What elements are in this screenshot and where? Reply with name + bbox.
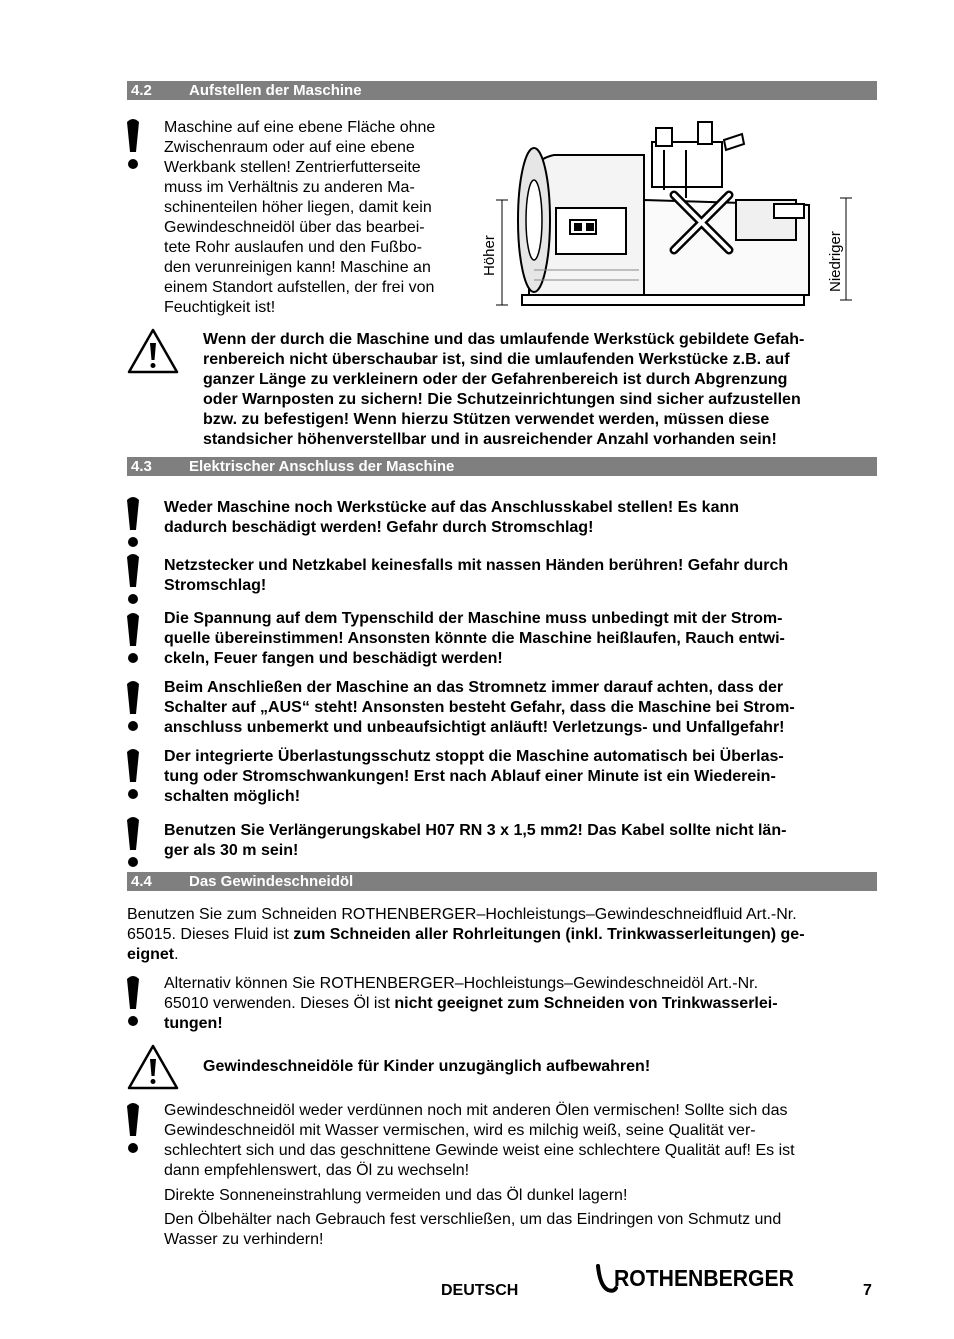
section-title: Aufstellen der Maschine	[189, 82, 362, 99]
exclamation-icon	[124, 973, 142, 1029]
brand-logo	[594, 1262, 834, 1296]
label-higher: Höher	[481, 235, 498, 276]
exclamation-icon	[124, 814, 142, 870]
wet-hands-warning: Netzstecker und Netzkabel keinesfalls mit nassen Händen berühren! Gefahr durch Stromschlag!	[164, 557, 789, 594]
footer-language: DEUTSCH	[441, 1282, 519, 1299]
oil-mixing-note: Gewindeschneidöl weder verdünnen noch mit anderen Ölen vermischen! Sollte sich das Gewindeschneidöl mit Wasser vermischen, wird es milchig weiß, seine Qualität ver- schlechtert sich und das geschnittene Gewinde weist eine schlechtere Qualität auf! Es ist dann empfehlenswert, das Öl zu wechseln!	[164, 1102, 795, 1179]
section-header-4-3	[127, 457, 877, 476]
section-number: 4.3	[131, 458, 152, 475]
label-lower: Niedriger	[827, 231, 844, 292]
fluid-intro: Benutzen Sie zum Schneiden ROTHENBERGER–Hochleistungs–Gewindeschneidfluid Art.-Nr. 65015. Dieses Fluid ist zum Schneiden aller Rohrleitungen (inkl. Trinkwasserleitungen) ge- eignet.	[127, 906, 805, 963]
exclamation-icon	[124, 494, 142, 550]
warning-triangle-icon	[126, 327, 180, 375]
children-warning: Gewindeschneidöle für Kinder unzugänglich aufbewahren!	[203, 1058, 651, 1075]
cable-warning: Weder Maschine noch Werkstücke auf das Anschlusskabel stellen! Es kann dadurch beschädigt werden! Gefahr durch Stromschlag!	[164, 499, 740, 536]
voltage-warning: Die Spannung auf dem Typenschild der Maschine muss unbedingt mit der Strom- quelle übereinstimmen! Ansonsten könnte die Maschine heißlaufen, Rauch entwi- ckeln, Feuer fangen und beschädigt werden!	[164, 610, 785, 667]
page-number: 7	[863, 1282, 872, 1299]
danger-zone-warning: Wenn der durch die Maschine und das umlaufende Werkstück gebildete Gefah- renbereich nicht überschaubar ist, sind die umlaufenden Werkstücke z.B. auf ganzer Länge zu verkleinern oder der Gefahrenbereich ist durch Abgrenzung oder Warnposten zu sichern! Die Schutzeinrichtungen sind sicher aufzustellen bzw. zu befestigen! Wenn hierzu Stützen verwendet werden, müssen diese standsicher höhenverstellbar und in ausreichender Anzahl vorhanden sein!	[203, 331, 805, 448]
exclamation-icon	[124, 746, 142, 802]
section-title: Das Gewindeschneidöl	[189, 873, 354, 890]
overload-protection-note: Der integrierte Überlastungsschutz stoppt die Maschine automatisch bei Überlas- tung oder Stromschwankungen! Erst nach Ablauf einer Minute ist ein Wiederein- schalten möglich!	[164, 748, 784, 805]
section-title: Elektrischer Anschluss der Maschine	[189, 458, 455, 475]
exclamation-icon	[124, 678, 142, 734]
storage-note: Direkte Sonneneinstrahlung vermeiden und das Öl dunkel lagern!	[164, 1187, 628, 1204]
brand-name: ROTHENBERGER	[614, 1265, 794, 1291]
container-note: Den Ölbehälter nach Gebrauch fest verschließen, um das Eindringen von Schmutz und Wasser zu verhindern!	[164, 1211, 782, 1248]
section-number: 4.2	[131, 82, 152, 99]
threading-machine-illustration	[474, 120, 874, 320]
exclamation-icon	[124, 551, 142, 607]
warning-triangle-icon	[126, 1043, 180, 1091]
exclamation-icon	[124, 1100, 142, 1156]
exclamation-icon	[124, 610, 142, 666]
switch-off-warning: Beim Anschließen der Maschine an das Stromnetz immer darauf achten, dass der Schalter auf „AUS“ steht! Ansonsten besteht Gefahr, dass die Maschine bei Strom- anschluss unbemerkt und unbeaufsichtigt anläuft! Verletzungs- und Unfallgefahr!	[164, 679, 795, 736]
oil-alternative: Alternativ können Sie ROTHENBERGER–Hochleistungs–Gewindeschneidöl Art.-Nr. 65010 verwenden. Dieses Öl ist nicht geeignet zum Schneiden von Trinkwasserlei- tungen!	[164, 975, 778, 1032]
machine-figure	[474, 120, 874, 320]
section-header-4-2	[127, 81, 877, 100]
extension-cable-note: Benutzen Sie Verlängerungskabel H07 RN 3 x 1,5 mm2! Das Kabel sollte nicht län- ger als 30 m sein!	[164, 822, 787, 859]
section-header-4-4	[127, 872, 877, 891]
section-number: 4.4	[131, 873, 152, 890]
setup-instructions: Maschine auf eine ebene Fläche ohne Zwischenraum oder auf eine ebene Werkbank stellen! Zentrierfutterseite muss im Verhältnis zu anderen Ma- schinenteilen höher liegen, damit kein Gewindeschneidöl über das bearbei- tete Rohr auslaufen und den Fußbo- den verunreinigen kann! Maschine an einem Standort aufstellen, der frei von Feuchtigkeit ist!	[164, 119, 436, 316]
exclamation-icon	[124, 116, 142, 172]
